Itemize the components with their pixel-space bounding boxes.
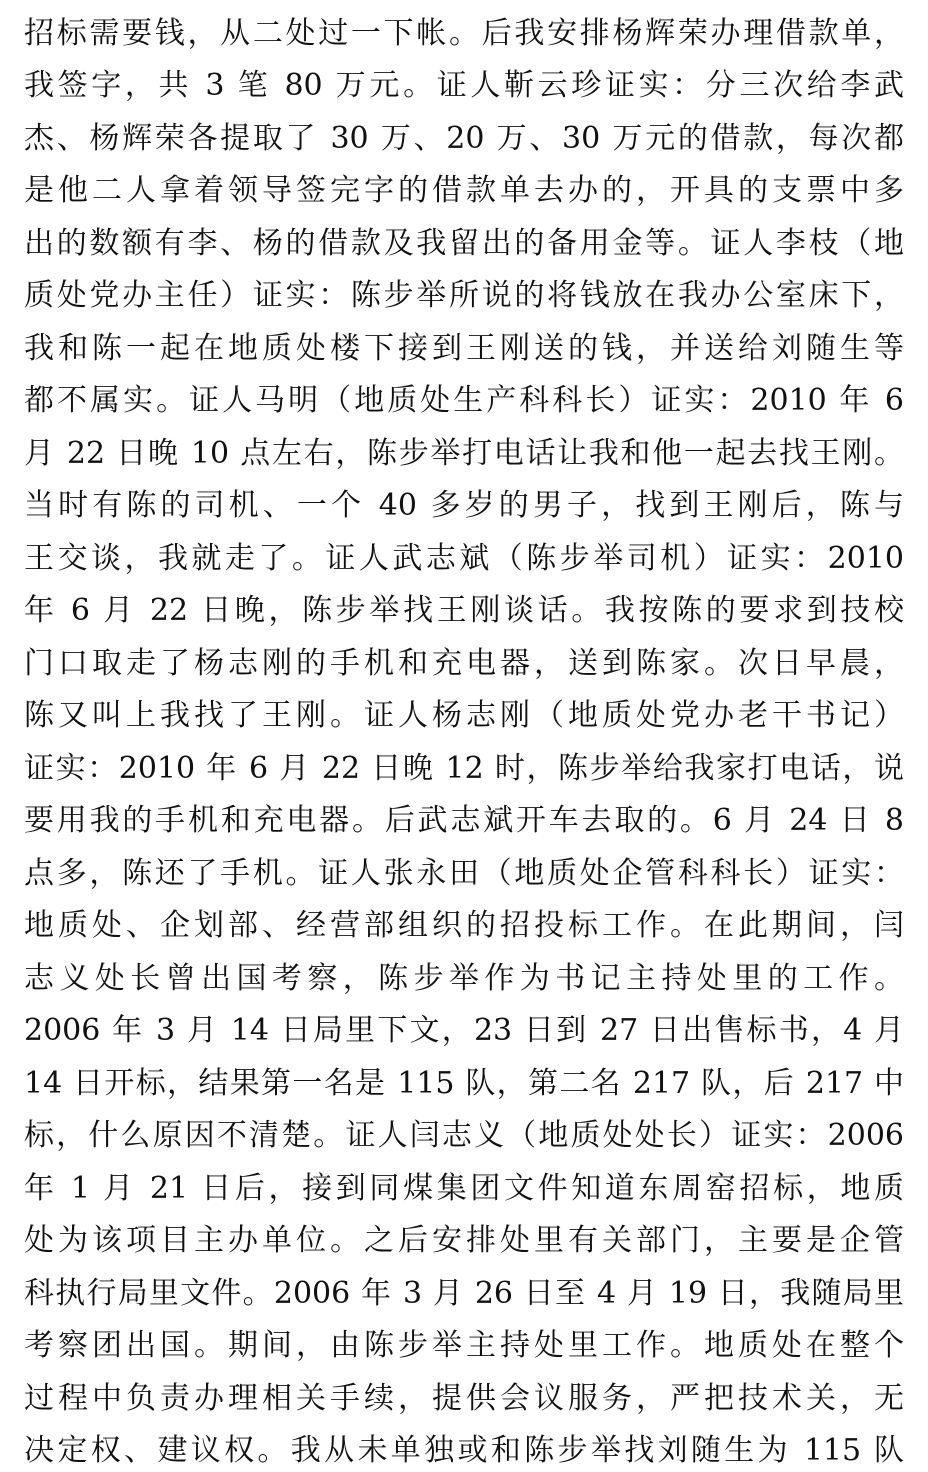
text-line: 门口取走了杨志刚的手机和充电器，送到陈家。次日早晨，: [24, 646, 904, 681]
text-line: 出的数额有李、杨的借款及我留出的备用金等。证人李枝（地: [24, 226, 904, 261]
text-line: 当时有陈的司机、一个 40 多岁的男子，找到王刚后，陈与: [24, 488, 904, 523]
text-line: 证实：2010 年 6 月 22 日晚 12 时，陈步举给我家打电话，说: [24, 751, 904, 786]
text-line: 年 6 月 22 日晚，陈步举找王刚谈话。我按陈的要求到技校: [24, 593, 904, 628]
text-line: 陈又叫上我找了王刚。证人杨志刚（地质处党办老干书记）: [24, 698, 904, 733]
text-line: 14 日开标，结果第一名是 115 队，第二名 217 队，后 217 中: [24, 1066, 904, 1101]
text-line: 我签字，共 3 笔 80 万元。证人靳云珍证实：分三次给李武: [24, 68, 904, 103]
text-line: 点多，陈还了手机。证人张永田（地质处企管科科长）证实：: [24, 856, 904, 891]
text-line: 要用我的手机和充电器。后武志斌开车去取的。6 月 24 日 8: [24, 803, 904, 838]
text-line: 年 1 月 21 日后，接到同煤集团文件知道东周窑招标，地质: [24, 1171, 904, 1206]
text-line: 都不属实。证人马明（地质处生产科科长）证实：2010 年 6: [24, 383, 904, 418]
text-line: 标，什么原因不清楚。证人闫志义（地质处处长）证实：2006: [24, 1118, 904, 1153]
text-line: 招标需要钱，从二处过一下帐。后我安排杨辉荣办理借款单，: [24, 16, 904, 51]
text-line: 志义处长曾出国考察，陈步举作为书记主持处里的工作。: [24, 961, 904, 996]
text-line: 是他二人拿着领导签完字的借款单去办的，开具的支票中多: [24, 173, 904, 208]
text-line: 杰、杨辉荣各提取了 30 万、20 万、30 万元的借款，每次都: [24, 121, 904, 156]
text-line: 考察团出国。期间，由陈步举主持处里工作。地质处在整个: [24, 1328, 904, 1363]
text-line: 我和陈一起在地质处楼下接到王刚送的钱，并送给刘随生等: [24, 331, 904, 366]
text-line: 处为该项目主办单位。之后安排处里有关部门，主要是企管: [24, 1223, 904, 1258]
text-line: 2006 年 3 月 14 日局里下文，23 日到 27 日出售标书，4 月: [24, 1013, 904, 1048]
text-line: 地质处、企划部、经营部组织的招投标工作。在此期间，闫: [24, 908, 904, 943]
text-line: 质处党办主任）证实：陈步举所说的将钱放在我办公室床下，: [24, 278, 904, 313]
text-line: 科执行局里文件。2006 年 3 月 26 日至 4 月 19 日，我随局里: [24, 1276, 904, 1311]
text-line: 过程中负责办理相关手续，提供会议服务，严把技术关，无: [24, 1381, 904, 1416]
text-line: 决定权、建议权。我从未单独或和陈步举找刘随生为 115 队: [24, 1433, 904, 1468]
text-line: 月 22 日晚 10 点左右，陈步举打电话让我和他一起去找王刚。: [24, 436, 904, 471]
text-line: 王交谈，我就走了。证人武志斌（陈步举司机）证实：2010: [24, 541, 904, 576]
